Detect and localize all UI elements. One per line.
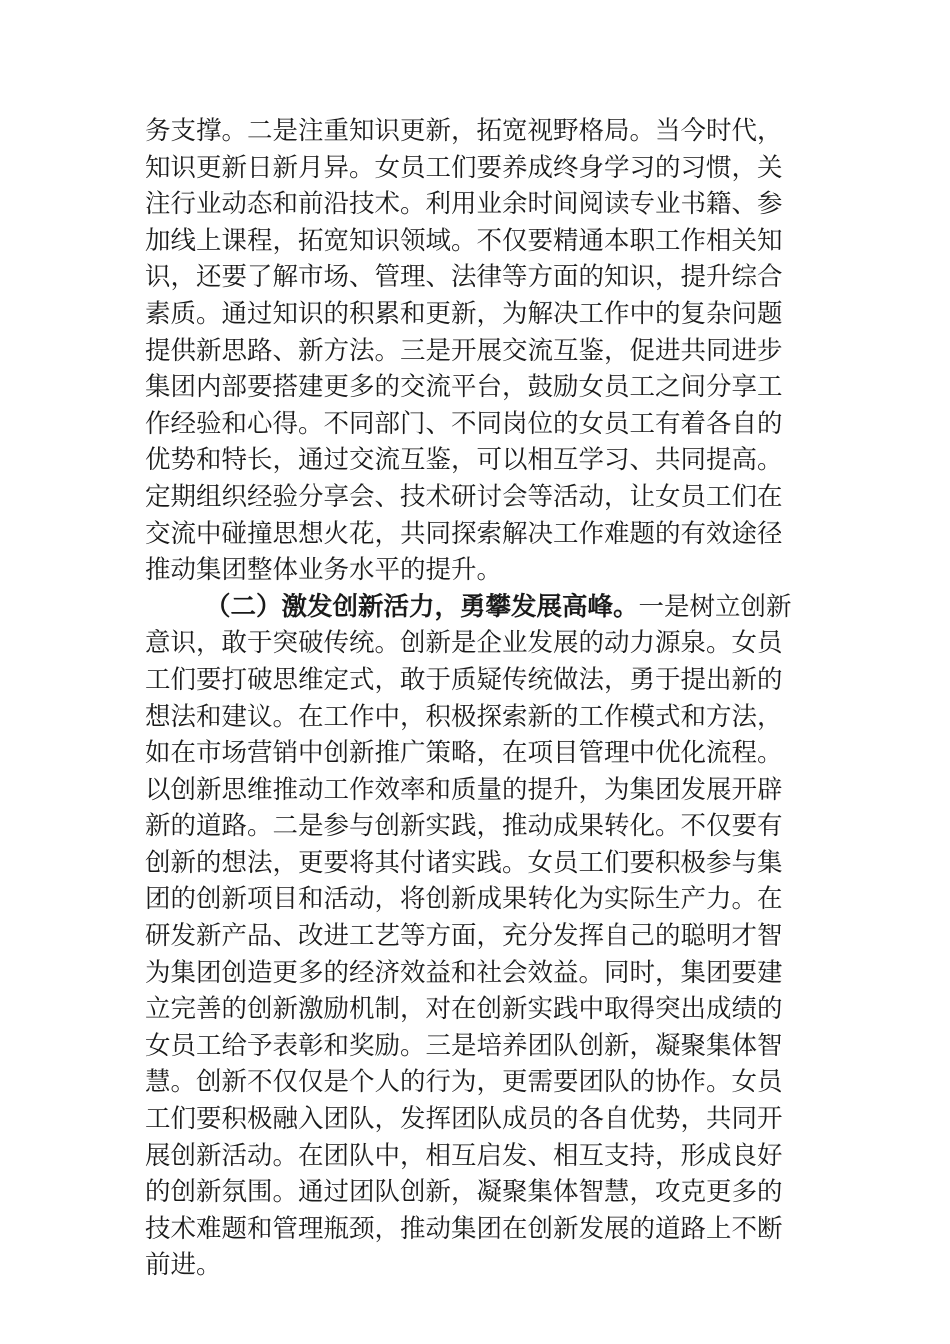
text-line: 技术难题和管理瓶颈，推动集团在创新发展的道路上不断 — [145, 1213, 783, 1244]
text-line: 集团内部要搭建更多的交流平台，鼓励女员工之间分享工 — [145, 372, 783, 403]
text-line: 研发新产品、改进工艺等方面，充分发挥自己的聪明才智 — [145, 921, 783, 952]
text-line: 推动集团整体业务水平的提升。 — [145, 555, 503, 586]
text-line: 提供新思路、新方法。三是开展交流互鉴，促进共同进步 — [145, 335, 783, 366]
text-line: 加线上课程，拓宽知识领域。不仅要精通本职工作相关知 — [145, 225, 783, 256]
section-first-line-rest: 一是树立创新 — [638, 591, 792, 622]
text-line: 的创新氛围。通过团队创新，凝聚集体智慧，攻克更多的 — [145, 1177, 783, 1208]
text-line: 前进。 — [145, 1250, 222, 1281]
text-line: 素质。通过知识的积累和更新，为解决工作中的复杂问题 — [145, 298, 783, 329]
text-line: 如在市场营销中创新推广策略，在项目管理中优化流程。 — [145, 738, 783, 769]
text-line: 创新的想法，更要将其付诸实践。女员工们要积极参与集 — [145, 847, 783, 878]
text-line: 工们要积极融入团队，发挥团队成员的各自优势，共同开 — [145, 1104, 783, 1135]
section-first-line — [145, 589, 810, 626]
text-line: 务支撑。二是注重知识更新，拓宽视野格局。当今时代， — [145, 116, 783, 146]
text-line: 注行业动态和前沿技术。利用业余时间阅读专业书籍、参 — [145, 189, 783, 220]
text-line: 女员工给予表彰和奖励。三是培养团队创新，凝聚集体智 — [145, 1030, 783, 1061]
text-line: 交流中碰撞思想火花，共同探索解决工作难题的有效途径 — [145, 518, 783, 549]
text-line: 定期组织经验分享会、技术研讨会等活动，让女员工们在 — [145, 481, 783, 512]
text-line: 以创新思维推动工作效率和质量的提升，为集团发展开辟 — [145, 774, 783, 805]
text-line: 团的创新项目和活动，将创新成果转化为实际生产力。在 — [145, 884, 783, 915]
text-line: 为集团创造更多的经济效益和社会效益。同时，集团要建 — [145, 957, 783, 988]
text-line: 立完善的创新激励机制，对在创新实践中取得突出成绩的 — [145, 994, 783, 1025]
text-line: 作经验和心得。不同部门、不同岗位的女员工有着各自的 — [145, 408, 783, 439]
text-line: 优势和特长，通过交流互鉴，可以相互学习、共同提高。 — [145, 445, 783, 476]
text-line: 意识，敢于突破传统。创新是企业发展的动力源泉。女员 — [145, 628, 783, 659]
text-line: 展创新活动。在团队中，相互启发、相互支持，形成良好 — [145, 1140, 783, 1171]
body-text — [145, 113, 810, 1284]
text-line: 工们要打破思维定式，敢于质疑传统做法，勇于提出新的 — [145, 664, 783, 695]
text-line: 想法和建议。在工作中，积极探索新的工作模式和方法， — [145, 701, 783, 732]
text-line: 新的道路。二是参与创新实践，推动成果转化。不仅要有 — [145, 811, 783, 842]
text-line: 识，还要了解市场、管理、法律等方面的知识，提升综合 — [145, 262, 783, 293]
section-heading: （二）激发创新活力，勇攀发展高峰。 — [205, 591, 639, 622]
text-line: 知识更新日新月异。女员工们要养成终身学习的习惯，关 — [145, 152, 783, 183]
text-line: 慧。创新不仅仅是个人的行为，更需要团队的协作。女员 — [145, 1067, 783, 1098]
